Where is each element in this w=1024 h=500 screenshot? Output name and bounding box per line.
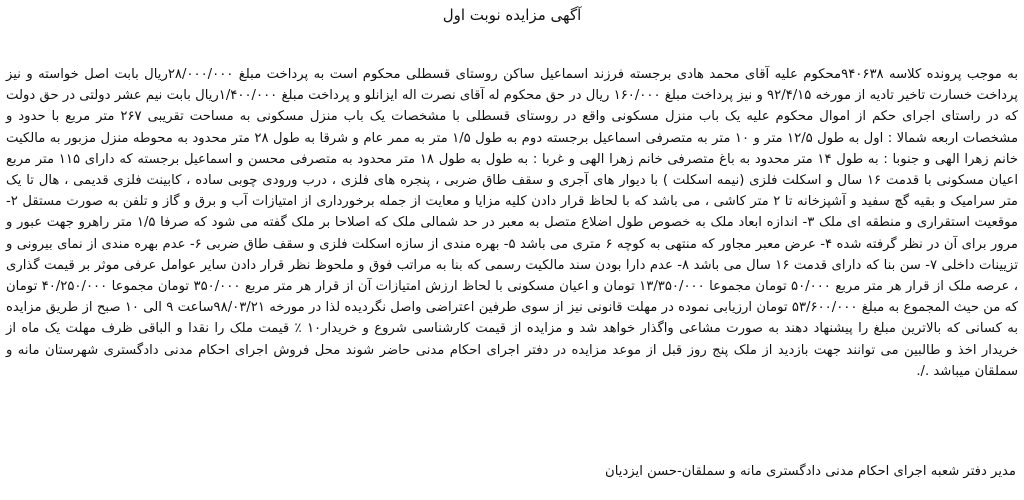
notice-signature: مدیر دفتر شعبه اجرای احکام مدنی دادگستری مانه و سملقان-حسن ایزدیان [605, 464, 1016, 479]
notice-title: آگهی مزایده نوبت اول [442, 6, 582, 24]
notice-body-paragraph: به موجب پرونده کلاسه ۹۴۰۶۳۸محکوم علیه آقای محمد هادی برجسته فرزند اسماعیل ساکن روستای قسطلی محکوم است به پرداخت مبلغ ۲۸/۰۰۰/۰۰۰ریال بابت اصل خواسته و نیز پرداخت خسارت تاخیر تادیه از مورخه ۹۲/۴/۱۵ و نیز پرداخت مبلغ ۱۶۰/۰۰۰ ریال در حق محکوم له آقای نصرت اله ایزانلو و پرداخت مبلغ ۱/۴۰۰/۰۰۰ریال بابت نیم عشر دولتی در حق دولت که در راستای اجرای حکم از اموال محکوم علیه یک باب منزل مسکونی واقع در روستای قسطلی با مشخصات یک باب منزل مسکونی به مساحت تقریبی ۲۶۷ متر مربع با حدود و مشخصات اربعه شمالا : اول به طول ۱۲/۵ متر و ۱۰ متر به متصرفی اسماعیل برجسته دوم به طول ۱/۵ متر به ممر عام و شرقا به طول ۲۸ متر محدود به محوطه منزل مزبور به مالکیت خانم زهرا الهی و جنوبا : به طول ۱۴ متر محدود به باغ متصرفی خانم زهرا الهی و غربا : به طول به طول ۱۸ متر محدود به متصرفی محسن و اسماعیل برجسته که دارای ۱۱۵ متر مربع اعیان مسکونی با قدمت ۱۶ سال و اسکلت فلزی (نیمه اسکلت ) با دیوار های آجری و سقف طاق ضربی ، پنجره های فلزی ، درب ورودی چوبی ساده ، کابینت فلزی قدیمی ، هال تا یک متر سرامیک و بقیه گچ سفید و آشپزخانه تا ۲ متر کاشی ، می باشد که با لحاظ قرار دادن کلیه مزایا و معایت از جمله برخورداری از امتیازات آب و برق و گاز و تلفن به صورت مستقل ۲- موقعیت استقراری و منطقه ای ملک ۳- اندازه ابعاد ملک به خصوص طول اضلاع متصل به معبر در حد شمالی ملک که اصلاحا بر ملک گفته می شود که صرفا ۱/۵ متر راهرو جهت عبور و مرور برای آن در نظر گرفته شده ۴- عرض معبر مجاور که منتهی به کوچه ۶ متری می باشد ۵- بهره مندی از سازه اسکلت فلزی و سقف طاق ضربی ۶- عدم بهره مندی از نمای بیرونی و تزیینات داخلی ۷- سن بنا که دارای قدمت ۱۶ سال می باشد ۸- عدم دارا بودن سند مالکیت رسمی که بنا به مراتب فوق و ملحوظ نظر قرار دادن سایر عوامل عرفی موثر بر قیمت گذاری ، عرصه ملک از قرار هر متر مربع ۵۰/۰۰۰ تومان مجموعا ۱۳/۳۵۰/۰۰۰ تومان و اعیان مسکونی با لحاظ ارزش امتیازات آن از قرار هر متر مربع ۳۵۰/۰۰۰ تومان مجموعا ۴۰/۲۵۰/۰۰۰ تومان که من حیث المجموع به مبلغ ۵۳/۶۰۰/۰۰۰ تومان ارزیابی نموده در مهلت قانونی نیز از سوی طرفین اعتراضی واصل نگردیده لذا در مورخه ۹۸/۰۳/۲۱ساعت ۹ الی ۱۰ صبح از طریق مزایده به کسانی که بالاترین مبلغ را پیشنهاد دهند به صورت مشاعی واگذار خواهد شد و مزایده از قیمت کارشناسی شروع و خریدار۱۰ ٪ قیمت ملک را نقدا و الباقی ظرف مهلت یک ماه از خریدار اخذ و طالبین می توانند جهت بازدید از ملک پنج روز قبل از موعد مزایده در دفتر اجرای احکام مدنی حاضر شوند محل فروش اجرای احکام مدنی دادگستری شهرستان مانه و سملقان میباشد ./. [6, 67, 1019, 379]
